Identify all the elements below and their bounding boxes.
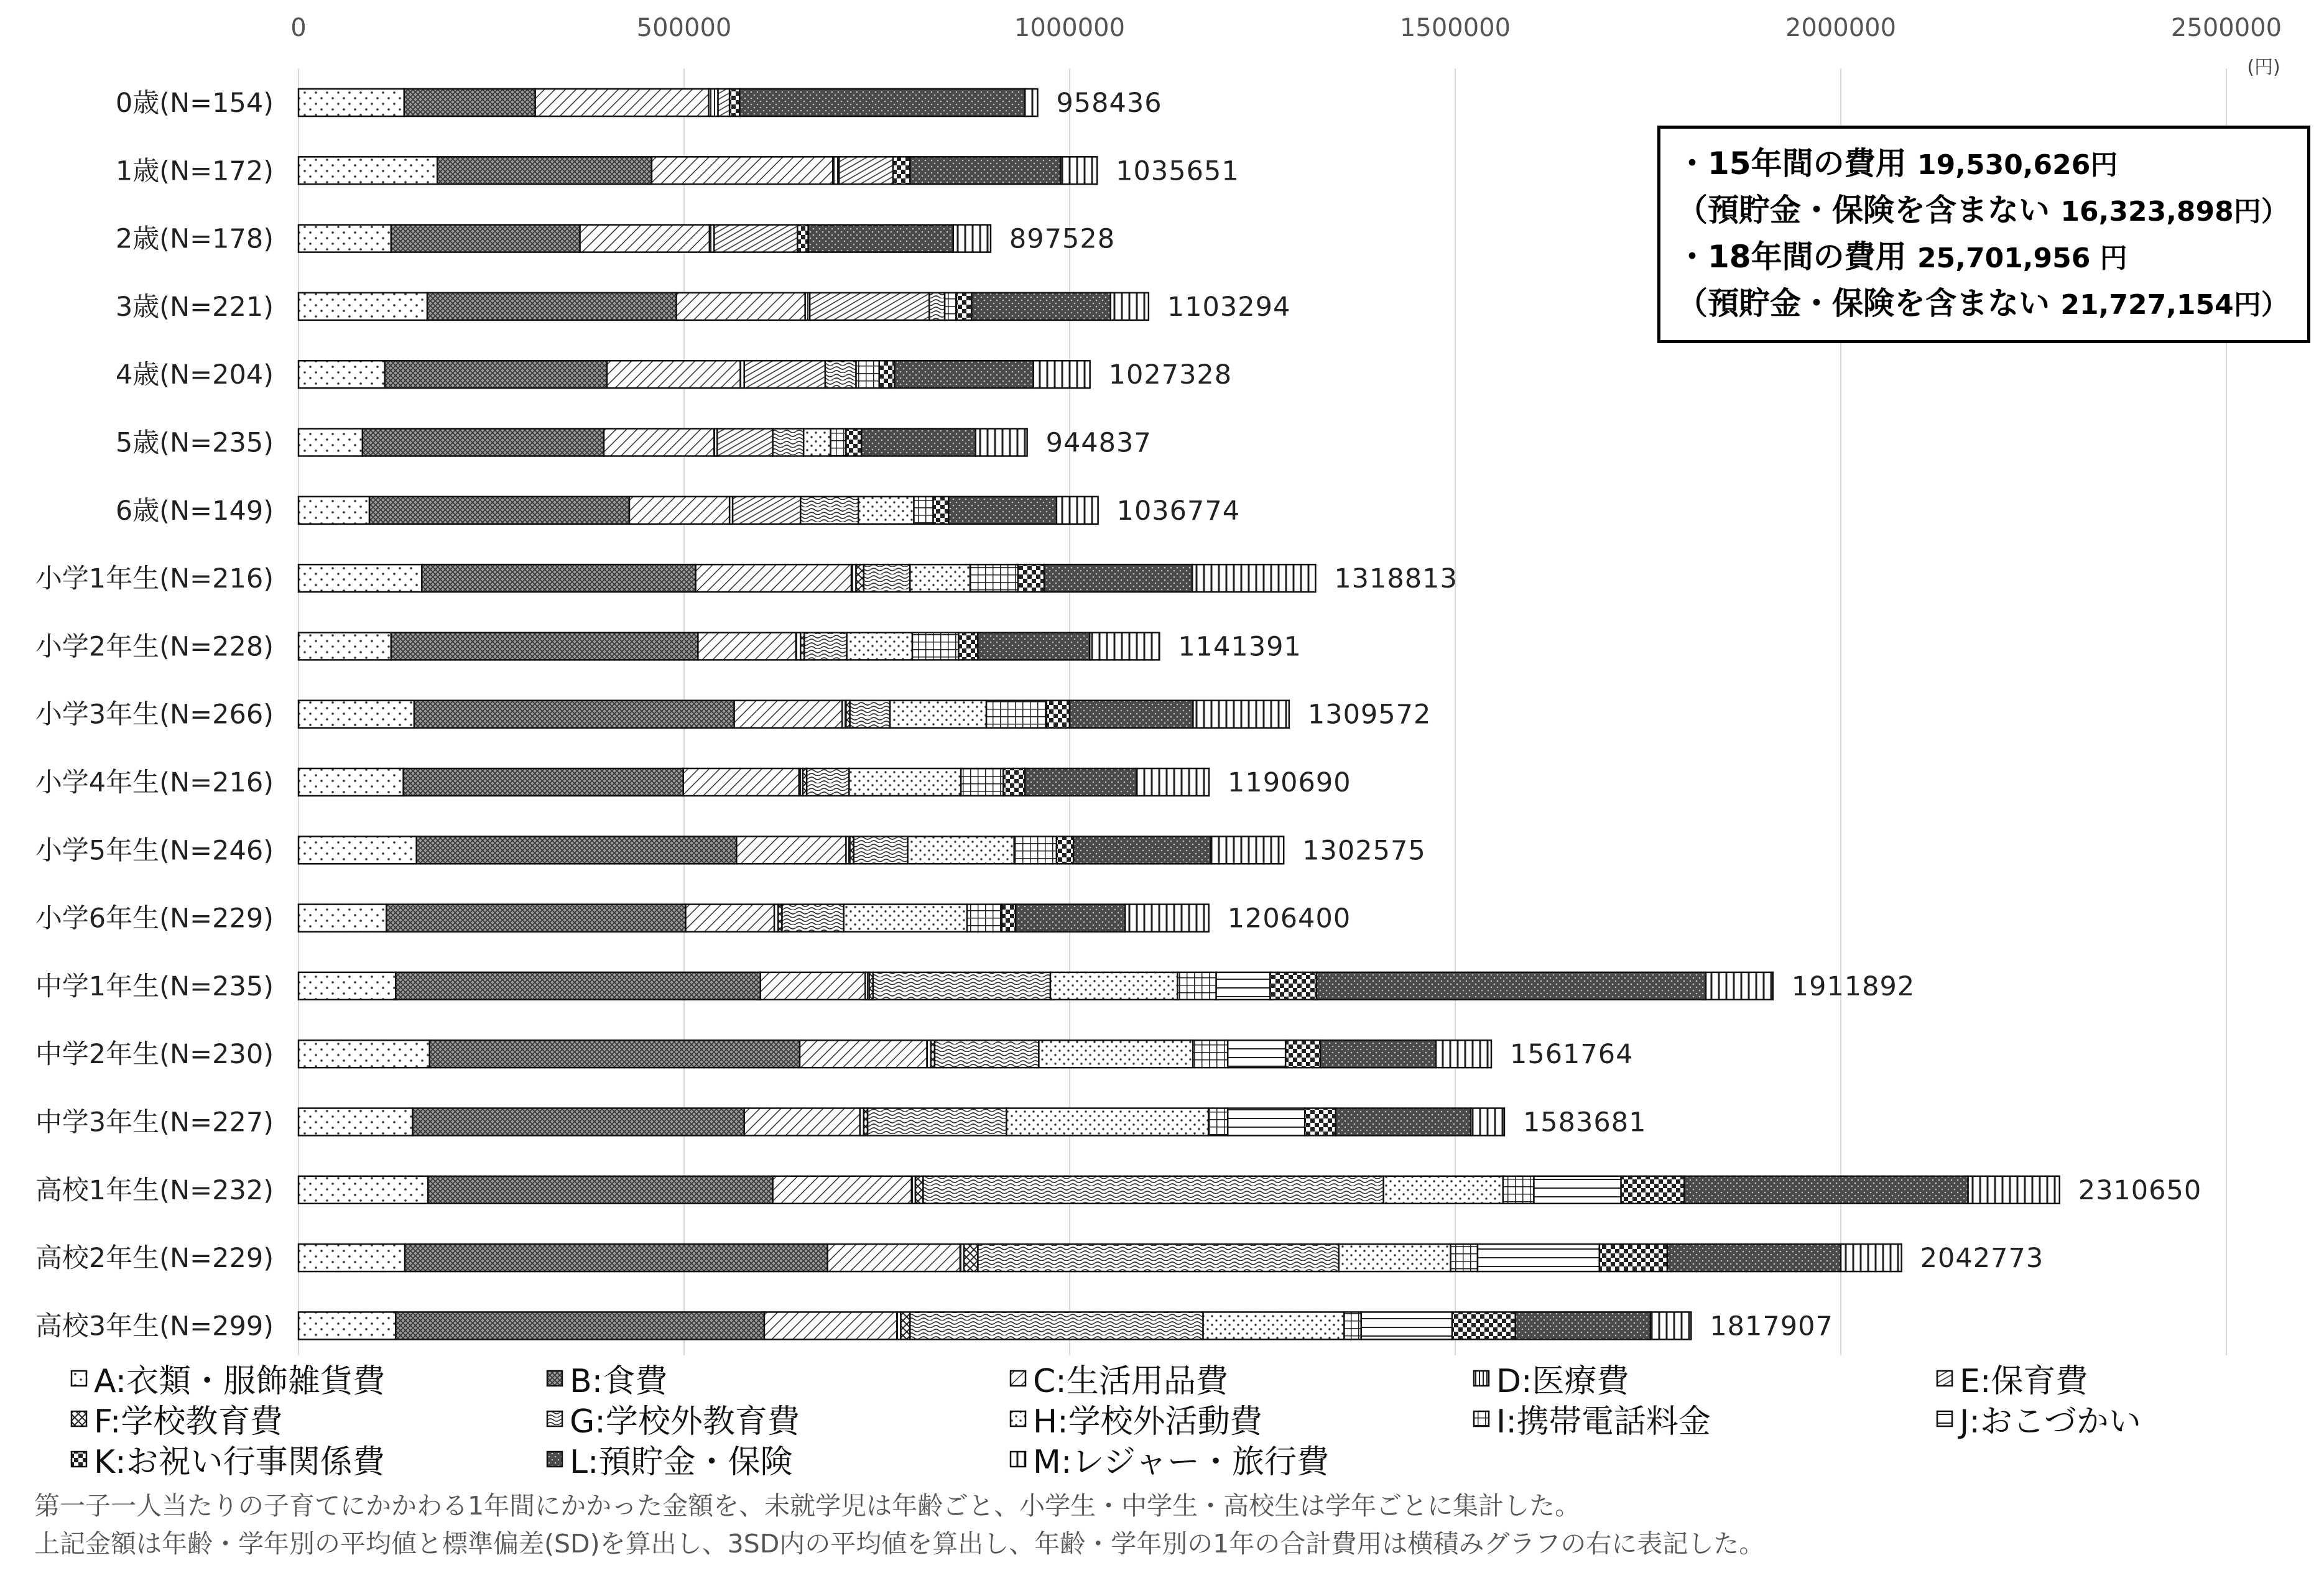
bar-segment [978, 632, 1090, 660]
bar-segment [422, 565, 695, 592]
total-value-label: 958436 [1056, 88, 1162, 119]
x-tick-label: 1000000 [1014, 14, 1126, 42]
bar-segment [1073, 836, 1211, 864]
bar-segment [900, 1312, 910, 1339]
bar-segment [846, 429, 861, 456]
category-label: 4歳(N=204) [115, 359, 274, 391]
bar-segment [908, 836, 1014, 864]
legend-swatch [72, 1452, 86, 1467]
bar-segment [764, 1312, 897, 1339]
bar-segment [773, 429, 804, 456]
bar-segment [856, 361, 879, 388]
legend-swatch [1474, 1411, 1489, 1426]
bar-segment [1599, 1244, 1667, 1271]
bar-segment [396, 1312, 764, 1339]
bar-segment [945, 293, 956, 320]
bar-segment [739, 89, 1025, 116]
bar-segment [893, 157, 910, 184]
category-label: 小学3年生(N=266) [35, 699, 274, 731]
x-tick-label: 2500000 [2170, 14, 2282, 42]
bar-segment [404, 89, 535, 116]
bar-segment [797, 225, 808, 252]
total-value-label: 1027328 [1108, 359, 1233, 391]
bar-segment [964, 1244, 978, 1271]
bar-segment [417, 836, 737, 864]
bar-segment [430, 1040, 800, 1067]
total-value-label: 1141391 [1178, 631, 1302, 663]
bar-segment [414, 701, 734, 728]
bar-segment [800, 497, 858, 524]
bar-segment [1057, 836, 1073, 864]
bar-segment [958, 632, 978, 660]
total-value-label: 1583681 [1522, 1107, 1647, 1138]
legend-swatch [1937, 1411, 1952, 1426]
bar-segment [299, 429, 363, 456]
bar-segment [864, 565, 910, 592]
summary-line-18y-excl [1677, 281, 2291, 328]
bar-segment [1090, 632, 1159, 660]
bar-segment [807, 768, 849, 796]
bar-segment [1968, 1176, 2060, 1204]
summary-15y-label: ・15年間の費用 [1677, 145, 1907, 182]
bar-segment [299, 1040, 430, 1067]
bar-segment [972, 293, 1111, 320]
bar-segment [956, 293, 972, 320]
legend-swatch [72, 1411, 86, 1426]
bar-segment [1384, 1176, 1503, 1204]
bar-segment [1050, 972, 1178, 1000]
bar-segment [299, 1176, 428, 1204]
category-label: 小学2年生(N=228) [35, 631, 274, 663]
bar-segment [1003, 768, 1025, 796]
bar-segment [734, 701, 843, 728]
bar-segment [685, 905, 774, 932]
summary-line-15y-excl [1677, 188, 2291, 234]
bar-segment [299, 972, 396, 1000]
bar-segment [1192, 565, 1315, 592]
bar-segment [873, 972, 1050, 1000]
bar-segment [1516, 1312, 1650, 1339]
bar-segment [1025, 89, 1037, 116]
category-label: 小学5年生(N=246) [35, 835, 274, 867]
bar-segment [1451, 1244, 1478, 1271]
legend-label: A:衣類・服飾雑貨費 [94, 1363, 386, 1400]
legend-swatch [1011, 1452, 1025, 1467]
bar-segment [1006, 1109, 1208, 1136]
bar-segment [299, 361, 385, 388]
bar-segment [1039, 1040, 1193, 1067]
bar-segment [709, 89, 718, 116]
bar-segment [299, 701, 414, 728]
legend-label: D:医療費 [1496, 1363, 1629, 1400]
total-value-label: 1318813 [1334, 563, 1458, 595]
legend-label: C:生活用品費 [1033, 1363, 1228, 1400]
bar-segment [1684, 1176, 1968, 1204]
bar-segment [810, 293, 929, 320]
bar-segment [1018, 565, 1044, 592]
bar-segment [978, 1244, 1338, 1271]
bar-segment [629, 497, 729, 524]
bar-segment [935, 1040, 1039, 1067]
legend-swatch [1011, 1411, 1025, 1426]
bar-segment [858, 497, 914, 524]
bar-segment [1014, 836, 1057, 864]
bar-segment [970, 565, 1018, 592]
bar-segment [929, 293, 945, 320]
category-label: 5歳(N=235) [115, 427, 274, 459]
bar-segment [953, 225, 991, 252]
bar-segment [1216, 972, 1271, 1000]
total-value-label: 897528 [1009, 223, 1116, 255]
bar-segment [428, 1176, 772, 1204]
bar-segment [912, 632, 958, 660]
footnote-line-1: 第一子一人当たりの子育てにかかわる1年間にかかった金額を、未就学児は年齢ごと、小学生・中学生・高校生は学年ごとに集計した。 [34, 1491, 1581, 1521]
bar-segment [1361, 1312, 1452, 1339]
bar-segment [915, 1176, 923, 1204]
bar-segment [1002, 905, 1016, 932]
bar-segment [1137, 768, 1209, 796]
bar-segment [804, 632, 846, 660]
category-label: 中学3年生(N=227) [35, 1107, 274, 1138]
bar-segment [299, 293, 427, 320]
bar-segment [717, 429, 772, 456]
legend-swatch [1937, 1371, 1952, 1386]
bar-segment [1667, 1244, 1841, 1271]
bar-segment [1841, 1244, 1902, 1271]
bar-segment [825, 361, 856, 388]
legend-label: B:食費 [570, 1363, 668, 1400]
summary-18y-excl-label: （預貯金・保険を含まない [1677, 285, 2050, 321]
legend-swatch [1011, 1371, 1025, 1386]
bar-segment [396, 972, 761, 1000]
x-tick-label: 0 [290, 14, 307, 42]
bar-segment [1193, 1040, 1228, 1067]
bar-segment [1016, 905, 1125, 932]
bar-segment [1534, 1176, 1621, 1204]
bar-segment [850, 701, 890, 728]
bar-segment [1650, 1312, 1692, 1339]
legend-label: J:おこづかい [1960, 1403, 2141, 1441]
category-label: 小学6年生(N=229) [35, 903, 274, 934]
bar-segment [1025, 768, 1137, 796]
bar-segment [299, 497, 369, 524]
category-label: 高校2年生(N=229) [35, 1243, 274, 1275]
bar-segment [800, 1040, 927, 1067]
bar-segment [733, 497, 800, 524]
bar-segment [404, 768, 683, 796]
bar-segment [1285, 1040, 1320, 1067]
footnote-line-2: 上記金額は年齢・学年別の平均値と標準偏差(SD)を算出し、3SD内の平均値を算出し、年齢・学年別の1年の合計費用は横積みグラフの右に表記した。 [34, 1529, 1765, 1559]
bar-segment [1203, 1312, 1345, 1339]
bar-segment [803, 429, 830, 456]
bar-segment [910, 565, 970, 592]
bar-segment [1305, 1109, 1336, 1136]
bar-segment [437, 157, 652, 184]
bar-segment [299, 1109, 413, 1136]
bar-segment [714, 225, 797, 252]
bar-segment [828, 1244, 960, 1271]
legend-label: G:学校外教育費 [570, 1403, 800, 1441]
total-value-label: 1302575 [1302, 835, 1426, 867]
bar-segment [910, 157, 1060, 184]
bar-segment [683, 768, 799, 796]
legend-swatch [547, 1371, 562, 1386]
total-value-label: 1035651 [1116, 155, 1239, 187]
total-value-label: 944837 [1045, 427, 1152, 459]
bar-segment [607, 361, 741, 388]
legend-label: F:学校教育費 [94, 1403, 283, 1441]
bar-segment [299, 905, 386, 932]
bar-segment [391, 632, 698, 660]
bar-segment [868, 1109, 1006, 1136]
legend-swatch [72, 1371, 86, 1386]
category-label: 0歳(N=154) [115, 88, 274, 119]
bar-segment [299, 565, 422, 592]
bar-segment [1471, 1109, 1504, 1136]
bar-segment [976, 429, 1027, 456]
bar-segment [299, 157, 437, 184]
category-label: 中学2年生(N=230) [35, 1039, 274, 1071]
category-label: 6歳(N=149) [115, 495, 274, 527]
bar-segment [967, 905, 1002, 932]
bar-segment [1193, 701, 1289, 728]
bar-segment [1339, 1244, 1451, 1271]
summary-18y-label: ・18年間の費用 [1677, 239, 1907, 275]
total-value-label: 1309572 [1307, 699, 1432, 731]
bar-segment [808, 225, 953, 252]
bar-segment [933, 497, 949, 524]
total-value-label: 1817907 [1710, 1311, 1833, 1342]
total-value-label: 1036774 [1116, 495, 1241, 527]
bar-segment [1211, 836, 1284, 864]
bar-segment [923, 1176, 1383, 1204]
total-value-label: 1190690 [1228, 767, 1351, 798]
summary-line-15y [1677, 141, 2291, 188]
bar-segment [986, 701, 1047, 728]
bar-segment [1336, 1109, 1471, 1136]
summary-15y-value: 19,530,626円 [1917, 149, 2118, 181]
bar-segment [1125, 905, 1208, 932]
bar-segment [890, 701, 986, 728]
summary-line-18y [1677, 234, 2291, 281]
total-value-label: 1103294 [1167, 291, 1291, 323]
bar-segment [1208, 1109, 1228, 1136]
bar-segment [604, 429, 714, 456]
bar-segment [369, 497, 629, 524]
summary-18y-value: 25,701,956 円 [1917, 242, 2127, 274]
unit-label: (円) [2247, 57, 2280, 78]
category-label: 高校1年生(N=232) [35, 1174, 274, 1206]
summary-18y-excl-value: 21,727,154円） [2060, 289, 2289, 321]
bar-segment [698, 632, 795, 660]
bar-segment [910, 1312, 1203, 1339]
bar-segment [1034, 361, 1090, 388]
bar-segment [839, 157, 893, 184]
legend-label: L:預貯金・保険 [570, 1444, 793, 1481]
bar-segment [879, 361, 895, 388]
legend-swatch [547, 1452, 562, 1467]
bar-segment [849, 768, 961, 796]
bar-segment [299, 89, 404, 116]
legend-swatch [547, 1411, 562, 1426]
bar-segment [761, 972, 866, 1000]
bar-segment [299, 632, 391, 660]
bar-segment [413, 1109, 744, 1136]
bar-segment [1178, 972, 1216, 1000]
bar-segment [1621, 1176, 1685, 1204]
legend-label: K:お祝い行事関係費 [94, 1444, 385, 1481]
bar-segment [736, 836, 846, 864]
total-value-label: 2042773 [1920, 1243, 2044, 1275]
bar-segment [861, 429, 976, 456]
bar-segment [844, 905, 967, 932]
bar-segment [363, 429, 604, 456]
category-label: 高校3年生(N=299) [35, 1311, 274, 1342]
bar-segment [1044, 565, 1192, 592]
bar-segment [427, 293, 677, 320]
category-label: 小学4年生(N=216) [35, 767, 274, 798]
category-label: 1歳(N=172) [115, 155, 274, 187]
legend-swatch [1474, 1371, 1489, 1386]
bar-segment [1317, 972, 1706, 1000]
bar-segment [1344, 1312, 1361, 1339]
bar-segment [1228, 1040, 1285, 1067]
x-tick-label: 500000 [636, 14, 732, 42]
bar-segment [1452, 1312, 1516, 1339]
bar-segment [1057, 497, 1098, 524]
x-tick-label: 2000000 [1785, 14, 1897, 42]
summary-15y-excl-value: 16,323,898円） [2060, 196, 2289, 228]
bar-segment [580, 225, 710, 252]
legend-label: I:携帯電話料金 [1496, 1403, 1711, 1441]
bar-segment [914, 497, 933, 524]
bar-segment [1047, 701, 1070, 728]
bar-segment [1111, 293, 1149, 320]
bar-segment [1228, 1109, 1305, 1136]
bar-segment [729, 89, 739, 116]
total-value-label: 1911892 [1791, 971, 1915, 1002]
cost-summary-box [1657, 126, 2310, 343]
bar-segment [961, 768, 1003, 796]
total-value-label: 2310650 [2078, 1174, 2202, 1206]
bar-segment [833, 157, 839, 184]
bar-segment [1060, 157, 1097, 184]
bar-segment [1070, 701, 1193, 728]
bar-segment [299, 225, 391, 252]
bar-segment [1478, 1244, 1599, 1271]
bar-segment [535, 89, 709, 116]
bar-segment [677, 293, 805, 320]
category-label: 3歳(N=221) [115, 291, 274, 323]
bar-segment [385, 361, 607, 388]
category-label: 2歳(N=178) [115, 223, 274, 255]
bar-segment [1270, 972, 1316, 1000]
bar-segment [1320, 1040, 1436, 1067]
bar-segment [299, 836, 417, 864]
bar-segment [299, 768, 404, 796]
bar-segment [744, 361, 825, 388]
bar-segment [299, 1312, 396, 1339]
bar-segment [386, 905, 685, 932]
bar-segment [782, 905, 843, 932]
legend-label: E:保育費 [1960, 1363, 2088, 1400]
bar-segment [718, 89, 730, 116]
bar-segment [856, 565, 864, 592]
bar-segment [895, 361, 1034, 388]
bar-segment [847, 632, 912, 660]
bar-segment [773, 1176, 912, 1204]
bar-segment [948, 497, 1057, 524]
total-value-label: 1206400 [1227, 903, 1351, 934]
chart-footnote [34, 1487, 1764, 1563]
bar-segment [652, 157, 833, 184]
bar-segment [299, 1244, 405, 1271]
bar-segment [405, 1244, 828, 1271]
bar-segment [696, 565, 851, 592]
bar-segment [854, 836, 908, 864]
legend-label: H:学校外活動費 [1033, 1403, 1262, 1441]
bar-segment [831, 429, 846, 456]
x-tick-label: 1500000 [1399, 14, 1511, 42]
bar-segment [1436, 1040, 1491, 1067]
category-label: 小学1年生(N=216) [35, 563, 274, 595]
bar-segment [1706, 972, 1773, 1000]
total-value-label: 1561764 [1509, 1039, 1634, 1071]
bar-segment [391, 225, 580, 252]
category-label: 中学1年生(N=235) [35, 971, 274, 1002]
bar-segment [1503, 1176, 1534, 1204]
bar-segment [744, 1109, 860, 1136]
summary-15y-excl-label: （預貯金・保険を含まない [1677, 192, 2050, 228]
legend-label: M:レジャー・旅行費 [1033, 1444, 1330, 1481]
